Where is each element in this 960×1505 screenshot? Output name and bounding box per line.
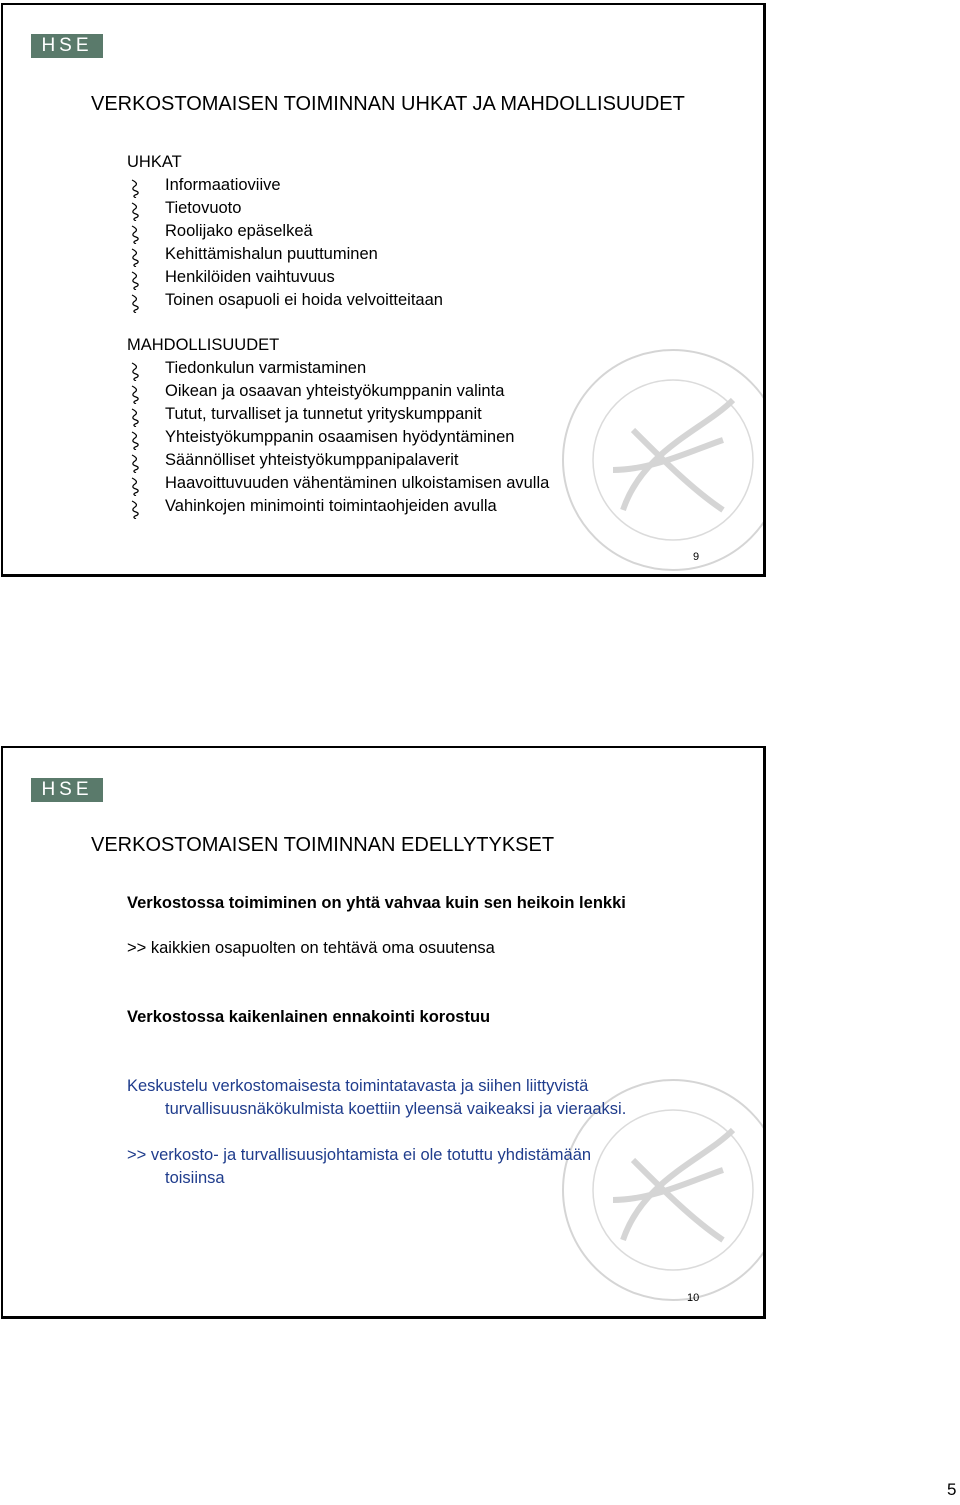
statement-conclusion-line2: toisiinsa [165,1169,225,1187]
slide-title: VERKOSTOMAISEN TOIMINNAN EDELLYTYKSET [91,834,555,856]
statement-discussion-line2: turvallisuusnäkökulmista koettiin yleensä vaikeaksi ja vieraaksi. [165,1100,627,1118]
bullet-icon [127,201,143,221]
slide-page-number: 10 [687,1292,700,1304]
hse-logo: HSE [31,778,103,802]
statement-conclusion-line1: >> verkosto- ja turvallisuusjohtamista ei ole totuttu yhdistämään [127,1146,592,1164]
threats-heading: UHKAT [127,153,182,171]
statement-anticipation: Verkostossa kaikenlainen ennakointi korostuu [127,1008,491,1026]
university-seal-watermark-icon [553,340,766,577]
bullet-icon [127,270,143,290]
bullet-icon [127,453,143,473]
statement-discussion-line1: Keskustelu verkostomaisesta toimintatavasta ja siihen liittyvistä [127,1077,589,1095]
sheet-page-number: 5 [947,1480,957,1499]
bullet-icon [127,407,143,427]
bullet-icon [127,247,143,267]
slide-title: VERKOSTOMAISEN TOIMINNAN UHKAT JA MAHDOLLISUUDET [91,93,685,115]
slide-page-number: 9 [693,551,700,563]
statement-shared-duty: >> kaikkien osapuolten on tehtävä oma osuutensa [127,939,495,957]
slide-9: HSE VERKOSTOMAISEN TOIMINNAN UHKAT JA MAHDOLLISUUDET UHKAT Informaatioviive Tietovuoto Roolijako epäselkeä Kehittämishalun puuttuminen Henkilöiden vaihtuvuus Toinen osapuoli ei hoida velvoitteitaan MAHDOLLISUUDET Tiedonkulun varmistaminen Oikean ja osaavan yhteistyökumppanin valinta Tutut, turvalliset ja tunnetut yrityskumppanit Yhteistyökumppanin osaamisen hyödyntäminen Säännölliset yhteistyökumppanipalaverit Haavoittuvuuden vähentäminen ulkoistamisen avulla Vahinkojen minimointi toimintaohjeiden avulla 9 [1,3,766,577]
hse-logo: HSE [31,34,103,58]
opportunities-heading: MAHDOLLISUUDET [127,336,280,354]
bullet-icon [127,430,143,450]
statement-weakest-link: Verkostossa toimiminen on yhtä vahvaa kuin sen heikoin lenkki [127,894,626,912]
slide-10 [1,746,766,1319]
bullet-icon [127,224,143,244]
bullet-icon [127,499,143,519]
bullet-icon [127,476,143,496]
bullet-icon [127,178,143,198]
bullet-icon [127,384,143,404]
bullet-icon [127,361,143,381]
bullet-icon [127,293,143,313]
